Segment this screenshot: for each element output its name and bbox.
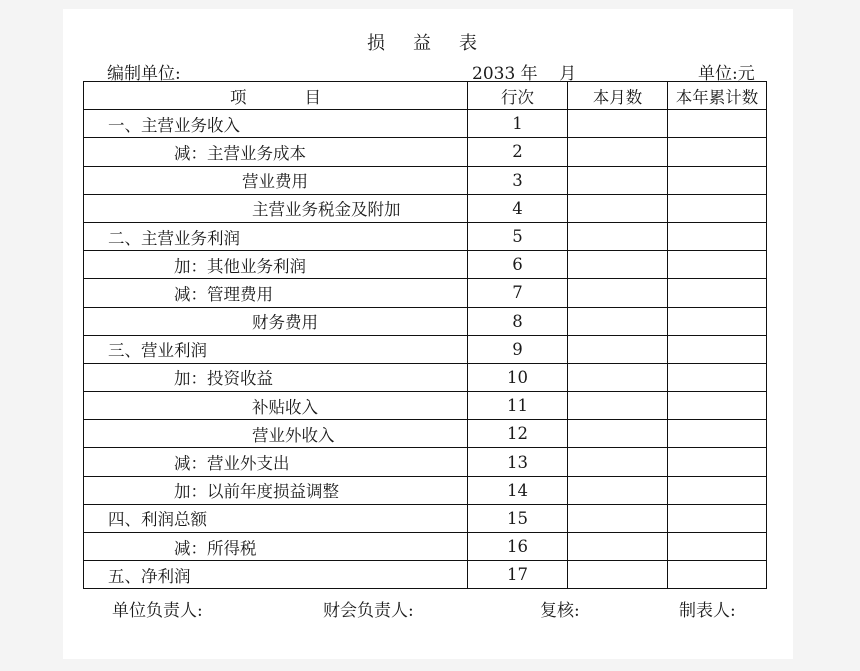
this-month-cell[interactable] (568, 504, 668, 532)
row-item-label: 二、主营业务利润 (84, 222, 468, 250)
table-row (84, 307, 767, 335)
table-row (84, 335, 767, 363)
row-item-label: 补贴收入 (84, 392, 468, 420)
this-month-cell[interactable] (568, 561, 668, 589)
row-item-label: 一、主营业务收入 (84, 110, 468, 138)
row-item-label: 财务费用 (84, 307, 468, 335)
table-row (84, 138, 767, 166)
year-total-cell[interactable] (668, 222, 767, 250)
row-number: 1 (468, 110, 568, 138)
row-number: 11 (468, 392, 568, 420)
table-row (84, 533, 767, 561)
table-row (84, 222, 767, 250)
title-char: 表 (459, 33, 477, 54)
this-month-cell[interactable] (568, 335, 668, 363)
row-number: 6 (468, 251, 568, 279)
year-total-cell[interactable] (668, 194, 767, 222)
year-total-cell[interactable] (668, 392, 767, 420)
row-number: 16 (468, 533, 568, 561)
row-number: 5 (468, 222, 568, 250)
table-row (84, 279, 767, 307)
row-number: 10 (468, 363, 568, 391)
row-number: 2 (468, 138, 568, 166)
table-row (84, 392, 767, 420)
this-month-cell[interactable] (568, 533, 668, 561)
year-total-cell[interactable] (668, 504, 767, 532)
year-total-cell[interactable] (668, 420, 767, 448)
row-item-label: 营业外收入 (84, 420, 468, 448)
row-item-label: 主营业务税金及附加 (84, 194, 468, 222)
year-total-cell[interactable] (668, 363, 767, 391)
table-row (84, 166, 767, 194)
this-month-cell[interactable] (568, 166, 668, 194)
this-month-cell[interactable] (568, 222, 668, 250)
column-header-this-month: 本月数 (568, 82, 668, 110)
row-item-label: 加：其他业务利润 (84, 251, 468, 279)
this-month-cell[interactable] (568, 251, 668, 279)
currency-unit-label: 单位:元 (698, 64, 755, 84)
year-total-cell[interactable] (668, 561, 767, 589)
year-total-cell[interactable] (668, 166, 767, 194)
row-item-label: 减：管理费用 (84, 279, 468, 307)
row-number: 14 (468, 476, 568, 504)
table-row (84, 420, 767, 448)
this-month-cell[interactable] (568, 420, 668, 448)
row-item-label: 三、营业利润 (84, 335, 468, 363)
table-row (84, 363, 767, 391)
row-number: 3 (468, 166, 568, 194)
this-month-cell[interactable] (568, 307, 668, 335)
year-total-cell[interactable] (668, 533, 767, 561)
row-number: 7 (468, 279, 568, 307)
preparer-signature-label: 制表人: (679, 601, 736, 621)
unit-head-signature-label: 单位负责人: (112, 601, 203, 621)
table-row (84, 476, 767, 504)
row-item-label: 加：以前年度损益调整 (84, 476, 468, 504)
row-item-label: 四、利润总额 (84, 504, 468, 532)
this-month-cell[interactable] (568, 194, 668, 222)
row-number: 8 (468, 307, 568, 335)
finance-head-signature-label: 财会负责人: (323, 601, 414, 621)
row-number: 13 (468, 448, 568, 476)
this-month-cell[interactable] (568, 279, 668, 307)
row-item-label: 减：主营业务成本 (84, 138, 468, 166)
row-number: 12 (468, 420, 568, 448)
column-header-item (84, 82, 468, 110)
year-total-cell[interactable] (668, 138, 767, 166)
this-month-cell[interactable] (568, 448, 668, 476)
year-total-cell[interactable] (668, 448, 767, 476)
this-month-cell[interactable] (568, 392, 668, 420)
row-number: 15 (468, 504, 568, 532)
year-total-cell[interactable] (668, 110, 767, 138)
prepared-by-label: 编制单位: (107, 64, 181, 84)
year-total-cell[interactable] (668, 279, 767, 307)
table-row (84, 561, 767, 589)
row-item-label: 营业费用 (84, 166, 468, 194)
reviewer-signature-label: 复核: (540, 601, 580, 621)
year-total-cell[interactable] (668, 476, 767, 504)
title-char: 益 (413, 33, 431, 54)
table-header-row (84, 82, 767, 110)
income-statement-table (83, 81, 767, 589)
table-row (84, 110, 767, 138)
this-month-cell[interactable] (568, 363, 668, 391)
row-item-label: 加：投资收益 (84, 363, 468, 391)
table-row (84, 448, 767, 476)
header-item-char: 项 (230, 87, 247, 107)
column-header-row-no: 行次 (468, 82, 568, 110)
column-header-year-total: 本年累计数 (668, 82, 767, 110)
this-month-cell[interactable] (568, 476, 668, 504)
year-total-cell[interactable] (668, 307, 767, 335)
report-date: 2033 年 月 (472, 64, 577, 84)
title-char: 损 (367, 33, 385, 54)
row-number: 9 (468, 335, 568, 363)
row-item-label: 五、净利润 (84, 561, 468, 589)
this-month-cell[interactable] (568, 138, 668, 166)
table-row (84, 504, 767, 532)
year-total-cell[interactable] (668, 251, 767, 279)
row-item-label: 减：营业外支出 (84, 448, 468, 476)
year-total-cell[interactable] (668, 335, 767, 363)
table-row (84, 194, 767, 222)
this-month-cell[interactable] (568, 110, 668, 138)
report-title (367, 29, 505, 55)
header-item-char: 目 (304, 87, 321, 107)
row-number: 17 (468, 561, 568, 589)
table-row (84, 251, 767, 279)
row-number: 4 (468, 194, 568, 222)
row-item-label: 减：所得税 (84, 533, 468, 561)
